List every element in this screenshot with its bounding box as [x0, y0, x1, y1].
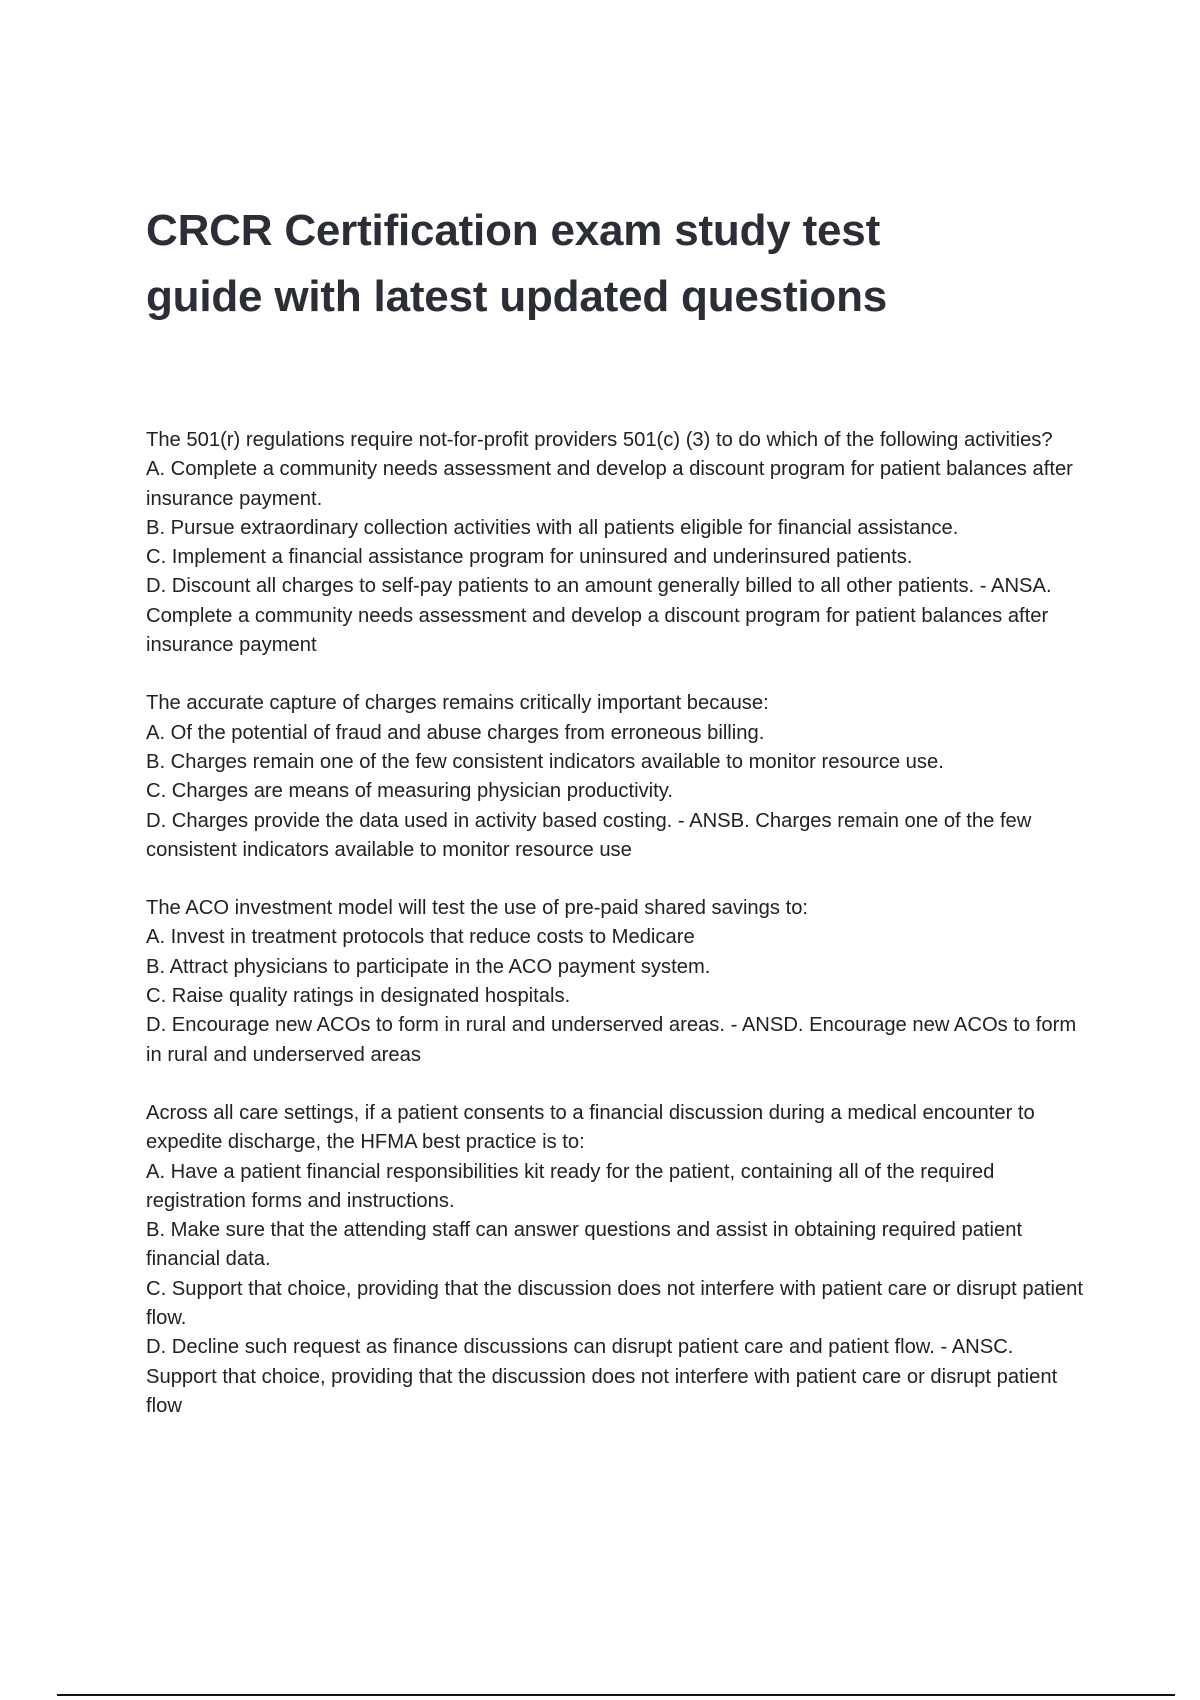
footer-divider [57, 1694, 1175, 1696]
question-4-option-a: A. Have a patient financial responsibilities kit ready for the patient, containing all of the required registration forms and instructions. [146, 1160, 995, 1212]
question-4-stem: Across all care settings, if a patient consents to a financial discussion during a medical encounter to expedite discharge, the HFMA best practice is to: [146, 1101, 1035, 1154]
document-title [146, 198, 1046, 330]
question-1-option-c: C. Implement a financial assistance program for uninsured and underinsured patients. [146, 546, 913, 569]
question-4-option-b: B. Make sure that the attending staff can answer questions and assist in obtaining required patient financial data. [146, 1219, 1023, 1271]
question-block-4 [146, 1099, 1086, 1421]
question-3-stem: The ACO investment model will test the use of pre-paid shared savings to: [146, 897, 809, 920]
question-3-option-b: B. Attract physicians to participate in the ACO payment system. [146, 955, 711, 978]
question-block-3 [146, 894, 1086, 1070]
question-1-option-a: A. Complete a community needs assessment and develop a discount program for patient balances after insurance payment. [146, 458, 1073, 510]
question-2-option-d-answer: D. Charges provide the data used in activity based costing. - ANSB. Charges remain one of the few consistent indicators available to monitor resource use [146, 809, 1032, 861]
question-2-option-c: C. Charges are means of measuring physician productivity. [146, 780, 673, 803]
question-block-2 [146, 689, 1086, 865]
question-2-option-a: A. Of the potential of fraud and abuse charges from erroneous billing. [146, 721, 765, 744]
question-2-stem: The accurate capture of charges remains critically important because: [146, 692, 769, 715]
question-3-option-a: A. Invest in treatment protocols that reduce costs to Medicare [146, 926, 695, 949]
question-list [146, 426, 1086, 1450]
question-3-option-d-answer: D. Encourage new ACOs to form in rural and underserved areas. - ANSD. Encourage new ACOs to form in rural and underserved areas [146, 1014, 1077, 1066]
document-title-line-2: guide with latest updated questions [146, 272, 888, 321]
question-block-1 [146, 426, 1086, 660]
question-1-stem: The 501(r) regulations require not-for-profit providers 501(c) (3) to do which of the following activities? [146, 429, 1053, 451]
question-3-option-c: C. Raise quality ratings in designated hospitals. [146, 985, 571, 1008]
question-4-option-d-answer: D. Decline such request as finance discussions can disrupt patient care and patient flow. - ANSC. Support that choice, providing that the discussion does not interfere with patient care or disrupt patient flow [146, 1336, 1058, 1417]
question-1-option-d-answer: D. Discount all charges to self-pay patients to an amount generally billed to all other patients. - ANSA. Complete a community needs assessment and develop a discount program for patient balances after insurance payment [146, 575, 1052, 657]
question-1-option-b: B. Pursue extraordinary collection activities with all patients eligible for financial assistance. [146, 516, 959, 539]
question-4-option-c: C. Support that choice, providing that the discussion does not interfere with patient care or disrupt patient flow. [146, 1277, 1084, 1330]
question-2-option-b: B. Charges remain one of the few consistent indicators available to monitor resource use. [146, 750, 944, 773]
document-title-line-1: CRCR Certification exam study test [146, 206, 881, 255]
